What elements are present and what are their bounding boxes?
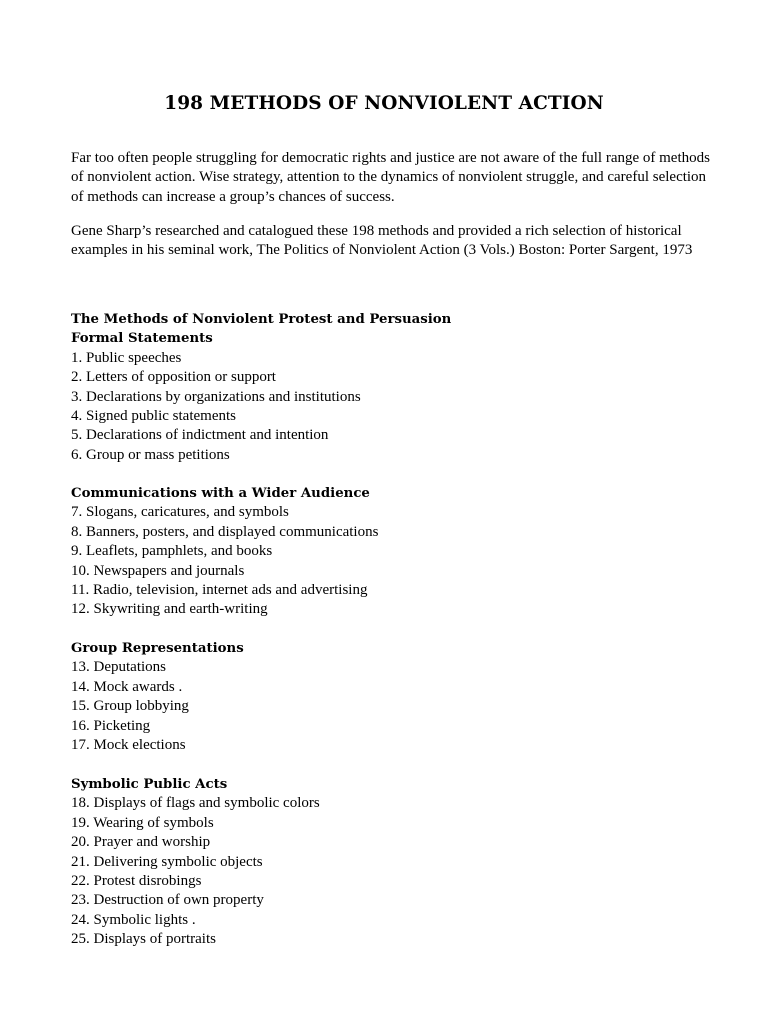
section-heading: Symbolic Public Acts <box>71 777 228 792</box>
list-item: 16. Picketing <box>71 717 151 734</box>
list-item: 14. Mock awards . <box>71 678 183 695</box>
list-item: 23. Destruction of own property <box>71 892 264 909</box>
source-paragraph: Gene Sharp’s researched and catalogued these 198 methods and provided a rich selection of historical examples in his seminal work, The Politics of Nonviolent Action (3 Vols.) Boston: Porter Sargent, 1973 <box>71 223 693 259</box>
list-item: 19. Wearing of symbols <box>71 814 214 831</box>
list-item: 22. Protest disrobings <box>71 873 202 890</box>
list-item: 18. Displays of flags and symbolic colors <box>71 795 320 812</box>
section-group-representations <box>71 639 711 755</box>
list-item: 20. Prayer and worship <box>71 834 211 851</box>
list-item: 15. Group lobbying <box>71 698 189 715</box>
list-item: 2. Letters of opposition or support <box>71 369 276 386</box>
section-heading: Formal Statements <box>71 331 213 347</box>
list-item: 9. Leaflets, pamphlets, and books <box>71 543 273 560</box>
section-heading: Communications with a Wider Audience <box>71 486 370 501</box>
section-communications <box>71 484 711 620</box>
list-item: 13. Deputations <box>71 659 166 676</box>
list-item: 7. Slogans, caricatures, and symbols <box>71 504 289 521</box>
list-item: 25. Displays of portraits <box>71 931 216 948</box>
list-item: 11. Radio, television, internet ads and advertising <box>71 582 368 599</box>
list-item: 4. Signed public statements <box>71 408 236 425</box>
document-title: 198 METHODS OF NONVIOLENT ACTION <box>164 93 604 114</box>
list-item: 6. Group or mass petitions <box>71 446 230 463</box>
section-symbolic-public-acts <box>71 775 711 950</box>
intro-paragraph: Far too often people struggling for democratic rights and justice are not aware of the full range of methods of nonviolent action. Wise strategy, attention to the dynamics of nonviolent struggle, and careful selection of methods can increase a group’s chances of success. <box>71 150 710 205</box>
list-item: 8. Banners, posters, and displayed communications <box>71 523 379 540</box>
list-item: 12. Skywriting and earth-writing <box>71 601 268 618</box>
list-item: 21. Delivering symbolic objects <box>71 853 263 870</box>
list-item: 17. Mock elections <box>71 737 186 754</box>
part-heading: The Methods of Nonviolent Protest and Persuasion <box>71 312 452 327</box>
list-item: 24. Symbolic lights . <box>71 911 196 928</box>
section-heading: Group Representations <box>71 641 244 656</box>
list-item: 3. Declarations by organizations and institutions <box>71 388 361 405</box>
list-item: 10. Newspapers and journals <box>71 562 245 579</box>
list-item: 5. Declarations of indictment and intention <box>71 427 329 444</box>
section-formal-statements <box>71 310 711 465</box>
list-item: 1. Public speeches <box>71 349 182 366</box>
